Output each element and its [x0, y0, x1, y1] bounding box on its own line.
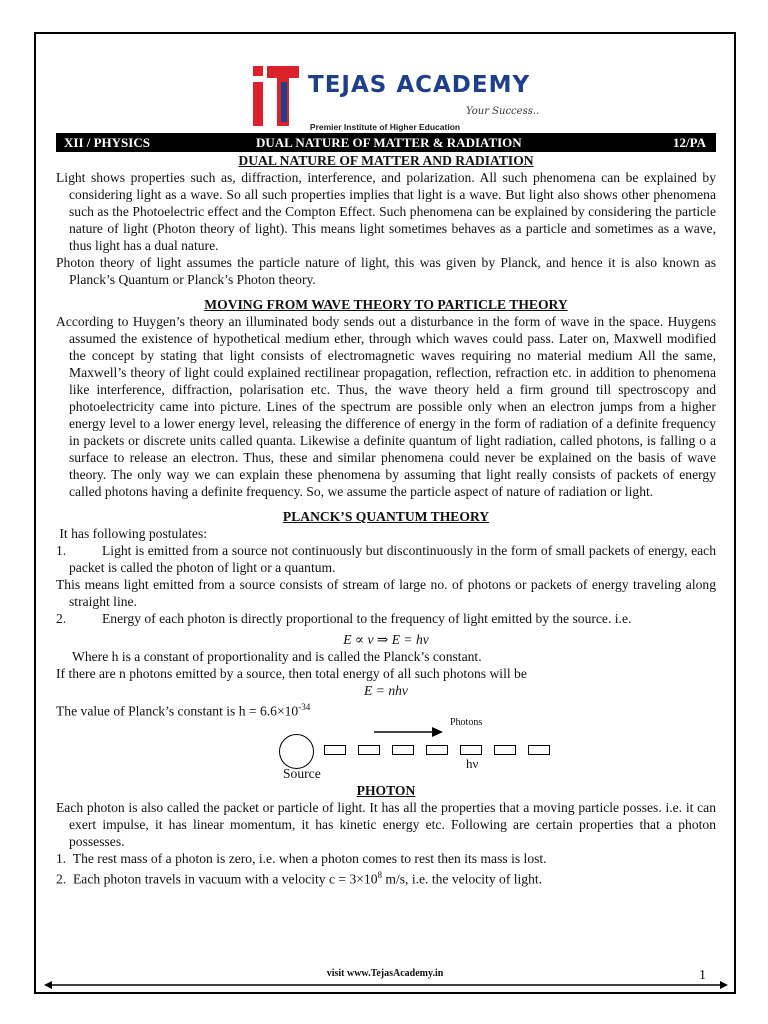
arrow-right-icon [374, 726, 444, 738]
equation-planck: E ∝ ν ⇒ E = hν [343, 632, 429, 647]
photon-property-1: 1. The rest mass of a photon is zero, i.e. when a photon comes to rest then its mass is lost. [56, 850, 547, 866]
hv-label: hν [466, 755, 479, 771]
section-title-planck: PLANCK’S QUANTUM THEORY [282, 509, 490, 524]
photons-label: Photons [450, 716, 483, 728]
photon-packet [426, 745, 448, 755]
section-title-wave-to-particle: MOVING FROM WAVE THEORY TO PARTICLE THEORY [204, 297, 568, 312]
photon-property-2: 2. Each photon travels in vacuum with a velocity $c = 3\times 10^8$ m/s, i.e. the velocity of light. [56, 869, 543, 887]
chapter-title: DUAL NATURE OF MATTER & RADIATION [256, 135, 522, 150]
source-circle [279, 734, 314, 769]
paragraph: According to Huygen’s theory an illuminated body sends out a disturbance in the form of wave in the space. Huygens assumed the existence of hypothetical medium ether, through which waves could pass. Later on, Maxwell modified the concept by stating that light consists of electromagnetic waves requiring no material medium All the same, Maxwell’s theory of light could explained rectilinear propagation, reflection, refraction etc. in addition to phenomena like interference, diffraction, polarisation etc. Thus, the wave theory held a firm ground till spectroscopy and photoelectricity came into picture. Lines of the spectrum are possible only when an electron jumps from a higher energy level to a lower energy level, releasing the difference of energy in the form of radiation of a definite frequency in packets or discrete units called quanta. Likewise a definite quantum of light radiation, called photons, is falling o a surface to release an electron. Thus, these and similar phenomena could never be explained on the basis of wave theory. The only way we can explain these phenomena by assuming that light really consists of packets of energy called photons having a definite frequency. So, we assume the particle aspect of nature of radiation or light. [56, 314, 716, 499]
photon-packet [324, 745, 346, 755]
paragraph: This means light emitted from a source consists of stream of large no. of photons or packets of energy traveling along straight line. [56, 577, 716, 609]
header-subtitle: Premier Institute of Higher Education [309, 122, 461, 132]
paragraph: Photon theory of light assumes the particle nature of light, this was given by Planck, and hence it is also known as Planck’s Quantum or Planck’s Photon theory. [56, 255, 716, 287]
sheet-code: 12/PA [673, 135, 706, 150]
postulates-intro: It has following postulates: [59, 526, 208, 541]
photon-packet [460, 745, 482, 755]
equation-total-energy: E = nhν [364, 683, 408, 698]
postulate-2: 2. Energy of each photon is directly proportional to the frequency of light emitted by the source. i.e. [56, 611, 632, 626]
content [56, 152, 716, 887]
header [36, 48, 734, 148]
footer-website: visit www.TejasAcademy.in [326, 968, 444, 979]
tejas-logo-icon [251, 62, 301, 128]
paragraph: Each photon is also called the packet or particle of light. It has all the properties that a moving particle posses. i.e. it can exert impulse, it has linear momentum, it has kinetic energy etc. Following are certain properties that a photon possesses. [56, 799, 716, 849]
photon-packet [392, 745, 414, 755]
paragraph: Light shows properties such as, diffraction, interference, and polarization. All such phenomena can be explained by considering light as a wave. So all such properties implies that light is a wave. But light also shows other phenomena such as the Photoelectric effect and the Compton Effect. Such phenomena can be explained by considering the particle nature of light (Photon theory of light). This means light sometimes behaves as a particle and sometimes as a wave, thus light has a dual nature. [56, 170, 716, 253]
source-label: Source [283, 765, 321, 781]
photon-packet [358, 745, 380, 755]
tagline: Your Success.. [466, 106, 540, 117]
section-title-photon: PHOTON [356, 782, 416, 798]
paragraph: If there are n photons emitted by a source, then total energy of all such photons will be [56, 666, 527, 681]
photon-packet [494, 745, 516, 755]
planck-constant-value: The value of Planck’s constant is $h = 6.6\times 10^{-34}$ [56, 702, 311, 719]
page-number: 1 [699, 968, 706, 983]
postulate-1: 1. Light is emitted from a source not continuously but discontinuously in the form of small packets of energy, each packet is called the photon of light or a quantum. [56, 543, 716, 575]
class-subject: XII / PHYSICS [64, 135, 150, 150]
section-title-dual-nature: DUAL NATURE OF MATTER AND RADIATION [238, 153, 534, 168]
footer-rule [44, 980, 728, 990]
photon-packet [528, 745, 550, 755]
title-bar [56, 133, 716, 152]
planck-constant-note: Where h is a constant of proportionality and is called the Planck’s constant. [72, 649, 482, 664]
photon-emission-diagram [56, 716, 716, 782]
logo-text: TEJAS ACADEMY [308, 72, 531, 98]
page-frame [34, 32, 736, 994]
